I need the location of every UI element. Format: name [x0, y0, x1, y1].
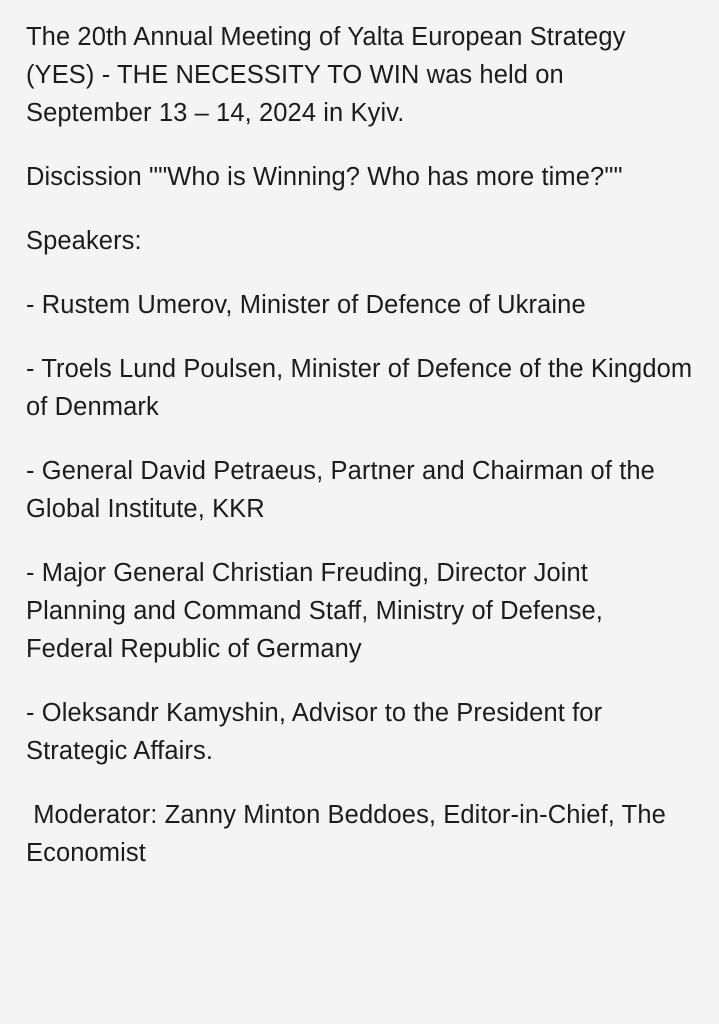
paragraph-moderator: Moderator: Zanny Minton Beddoes, Editor-in-Chief, The Economist [26, 801, 674, 867]
paragraph-discussion-title: Discission ""Who is Winning? Who has more time?"" [26, 163, 623, 191]
paragraph-speakers-heading: Speakers: [26, 227, 142, 255]
paragraph-speaker-petraeus: - General David Petraeus, Partner and Chairman of the Global Institute, KKR [26, 457, 663, 523]
paragraph-speaker-freuding: - Major General Christian Freuding, Director Joint Planning and Command Staff, Ministry of Defense, Federal Republic of Germany [26, 559, 611, 663]
paragraph-speaker-poulsen: - Troels Lund Poulsen, Minister of Defence of the Kingdom of Denmark [26, 355, 700, 421]
paragraph-speaker-kamyshin: - Oleksandr Kamyshin, Advisor to the President for Strategic Affairs. [26, 699, 610, 765]
paragraph-speaker-umerov: - Rustem Umerov, Minister of Defence of Ukraine [26, 291, 586, 319]
paragraph-event-summary: The 20th Annual Meeting of Yalta European Strategy (YES) - THE NECESSITY TO WIN was held on September 13 – 14, 2024 in Kyiv. [26, 23, 633, 127]
